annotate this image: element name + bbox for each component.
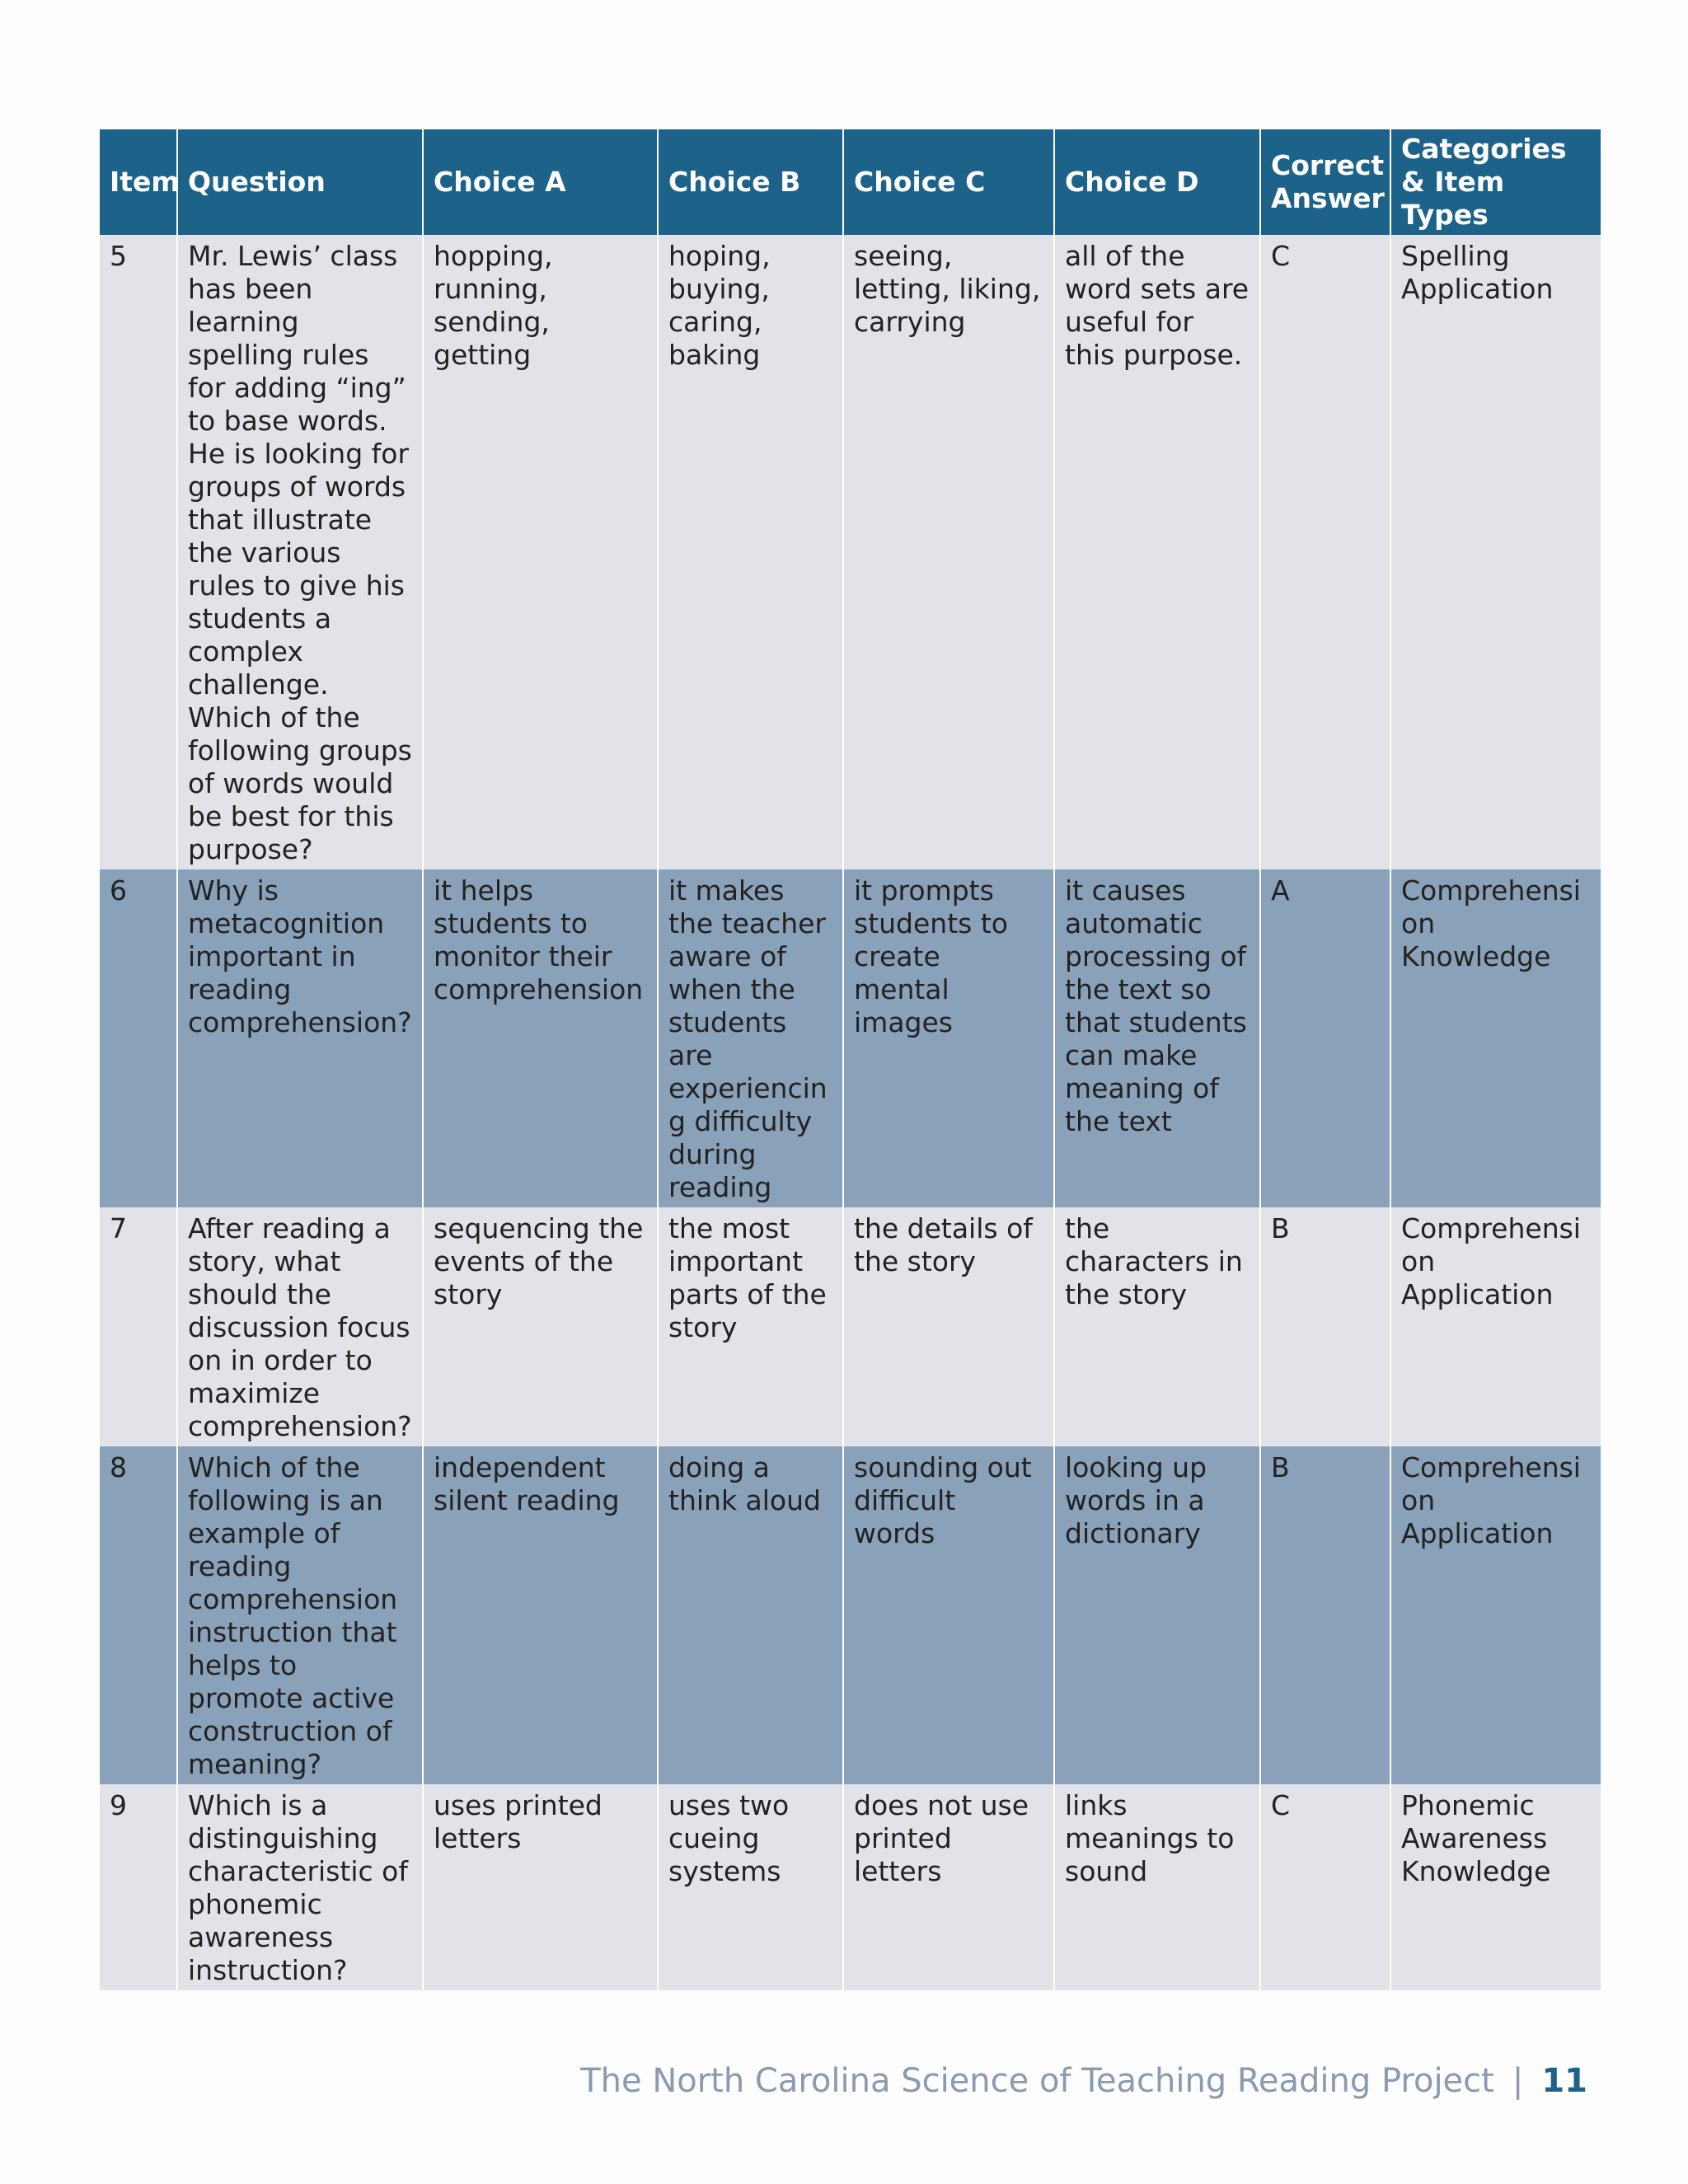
table-header-row <box>100 129 1601 235</box>
cell-choice-c: does not use printed letters <box>843 1784 1054 1990</box>
cell-correct-answer: C <box>1260 235 1390 869</box>
cell-choice-b: doing a think aloud <box>658 1446 843 1784</box>
header-choice-c: Choice C <box>843 129 1054 235</box>
cell-question: Why is metacognition important in reading comprehension? <box>177 869 423 1207</box>
cell-choice-c: seeing, letting, liking, carrying <box>843 235 1054 869</box>
cell-choice-b: hoping, buying, caring, baking <box>658 235 843 869</box>
cell-choice-d: all of the word sets are useful for this purpose. <box>1054 235 1260 869</box>
header-question: Question <box>177 129 423 235</box>
cell-item: 8 <box>100 1446 177 1784</box>
cell-item: 5 <box>100 235 177 869</box>
cell-choice-b: uses two cueing systems <box>658 1784 843 1990</box>
cell-correct-answer: A <box>1260 869 1390 1207</box>
cell-choice-a: independent silent reading <box>423 1446 658 1784</box>
cell-item: 9 <box>100 1784 177 1990</box>
cell-choice-b: it makes the teacher aware of when the students are experiencing difficulty during reading <box>658 869 843 1207</box>
cell-choice-c: sounding out difficult words <box>843 1446 1054 1784</box>
cell-item: 7 <box>100 1207 177 1446</box>
cell-choice-b: the most important parts of the story <box>658 1207 843 1446</box>
cell-question: After reading a story, what should the discussion focus on in order to maximize comprehension? <box>177 1207 423 1446</box>
cell-categories: Comprehension Knowledge <box>1390 869 1601 1207</box>
table-row <box>100 1446 1601 1784</box>
cell-categories: Comprehension Application <box>1390 1446 1601 1784</box>
table-row <box>100 235 1601 869</box>
page-footer <box>580 2060 1587 2102</box>
table-row <box>100 1784 1601 1990</box>
cell-choice-a: hopping, running, sending, getting <box>423 235 658 869</box>
header-item: Item <box>100 129 177 235</box>
page-number: 11 <box>1541 2062 1587 2100</box>
cell-categories: Phonemic Awareness Knowledge <box>1390 1784 1601 1990</box>
table-row <box>100 869 1601 1207</box>
cell-question: Which is a distinguishing characteristic of phonemic awareness instruction? <box>177 1784 423 1990</box>
assessment-items-table <box>100 129 1601 1990</box>
cell-choice-d: it causes automatic processing of the text so that students can make meaning of the text <box>1054 869 1260 1207</box>
cell-choice-a: uses printed letters <box>423 1784 658 1990</box>
header-correct-answer: Correct Answer <box>1260 129 1390 235</box>
cell-correct-answer: B <box>1260 1446 1390 1784</box>
table-row <box>100 1207 1601 1446</box>
header-choice-d: Choice D <box>1054 129 1260 235</box>
header-categories: Categories & Item Types <box>1390 129 1601 235</box>
cell-choice-d: links meanings to sound <box>1054 1784 1260 1990</box>
cell-question: Which of the following is an example of reading comprehension instruction that helps to promote active construction of meaning? <box>177 1446 423 1784</box>
cell-question: Mr. Lewis’ class has been learning spelling rules for adding “ing” to base words. He is looking for groups of words that illustrate the various rules to give his students a complex challenge. Which of the following groups of words would be best for this purpose? <box>177 235 423 869</box>
cell-correct-answer: B <box>1260 1207 1390 1446</box>
cell-choice-d: looking up words in a dictionary <box>1054 1446 1260 1784</box>
header-choice-b: Choice B <box>658 129 843 235</box>
cell-choice-c: the details of the story <box>843 1207 1054 1446</box>
footer-separator: | <box>1512 2062 1524 2100</box>
cell-categories: Comprehension Application <box>1390 1207 1601 1446</box>
cell-choice-d: the characters in the story <box>1054 1207 1260 1446</box>
cell-choice-a: sequencing the events of the story <box>423 1207 658 1446</box>
cell-correct-answer: C <box>1260 1784 1390 1990</box>
cell-choice-c: it prompts students to create mental images <box>843 869 1054 1207</box>
cell-categories: Spelling Application <box>1390 235 1601 869</box>
header-choice-a: Choice A <box>423 129 658 235</box>
cell-item: 6 <box>100 869 177 1207</box>
footer-title: The North Carolina Science of Teaching Reading Project <box>580 2062 1494 2100</box>
cell-choice-a: it helps students to monitor their comprehension <box>423 869 658 1207</box>
